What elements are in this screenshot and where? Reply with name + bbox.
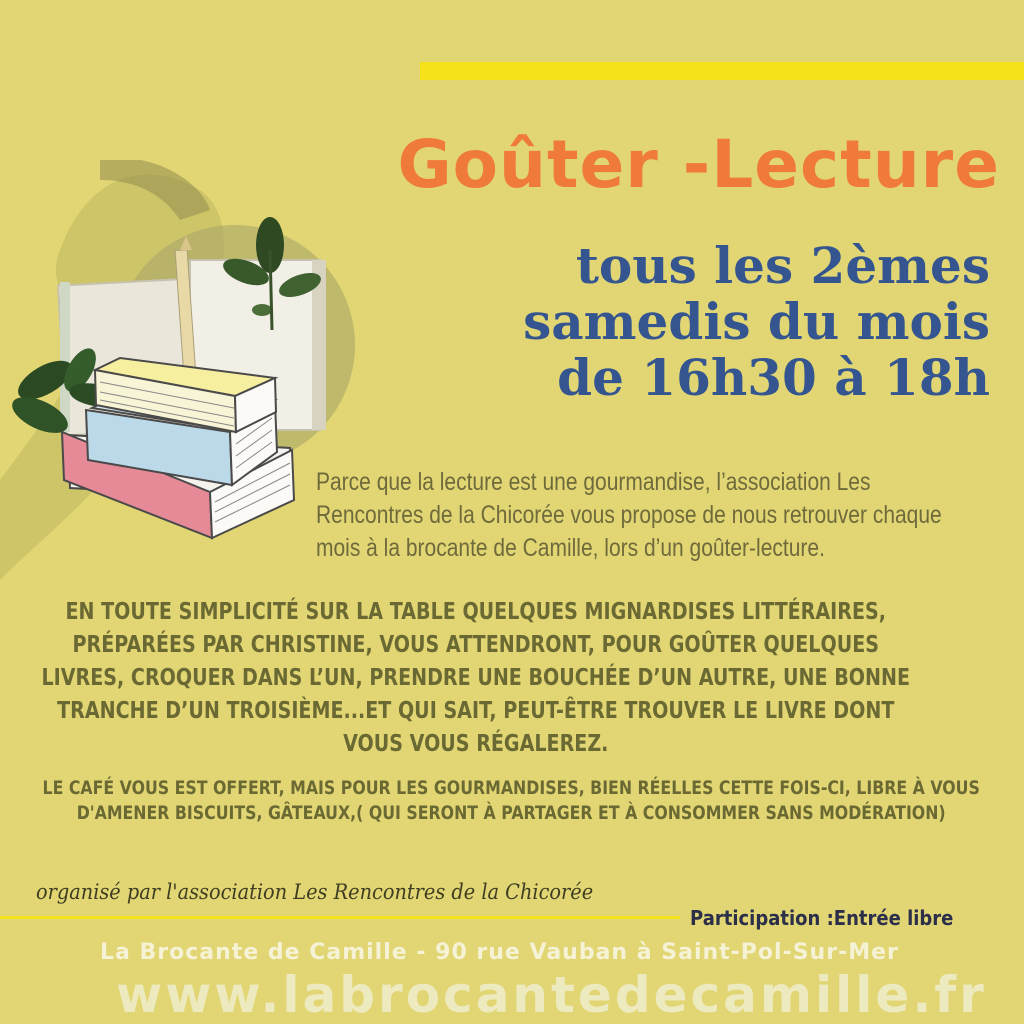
event-schedule bbox=[523, 238, 990, 406]
schedule-line: de 16h30 à 18h bbox=[557, 348, 990, 407]
footer-divider bbox=[0, 916, 680, 919]
venue-address: La Brocante de Camille - 90 rue Vauban à Saint-Pol-Sur-Mer bbox=[100, 940, 899, 965]
event-title: Goûter -Lecture bbox=[397, 126, 1000, 203]
top-accent-bar bbox=[420, 62, 1024, 80]
participation-text: Participation :Entrée libre bbox=[690, 906, 954, 930]
books-illustration bbox=[0, 160, 370, 630]
intro-paragraph: Parce que la lecture est une gourmandise, l’association Les Rencontres de la Chicorée vous propose de nous retrouver chaque mois à la brocante de Camille, lors d’un goûter-lecture. bbox=[316, 468, 942, 562]
schedule-line: tous les 2èmes bbox=[575, 236, 990, 295]
organizer-text: organisé par l'association Les Rencontres de la Chicorée bbox=[36, 880, 594, 904]
description-paragraph: EN TOUTE SIMPLICITÉ SUR LA TABLE QUELQUES MIGNARDISES LITTÉRAIRES, PRÉPARÉES PAR CHRISTINE, VOUS ATTENDRONT, POUR GOÛTER QUELQUES LIVRES, CROQUER DANS L’UN, PRENDRE UNE BOUCHÉE D’UN AUTRE, UNE BONNE TRANCHE D’UN TROISIÈME...ET QUI SAIT, PEUT-ÊTRE TROUVER LE LIVRE DONT VOUS VOUS RÉGALEREZ. bbox=[41, 599, 910, 757]
website-link[interactable]: www.labrocantedecamille.fr bbox=[116, 966, 987, 1024]
cafe-paragraph: LE CAFÉ VOUS EST OFFERT, MAIS POUR LES GOURMANDISES, BIEN RÉELLES CETTE FOIS-CI, LIBRE À VOUS D'AMENER BISCUITS, GÂTEAUX,( QUI SERONT À PARTAGER ET À CONSOMMER SANS MODÉRATION) bbox=[42, 777, 980, 824]
schedule-line: samedis du mois bbox=[523, 292, 990, 351]
